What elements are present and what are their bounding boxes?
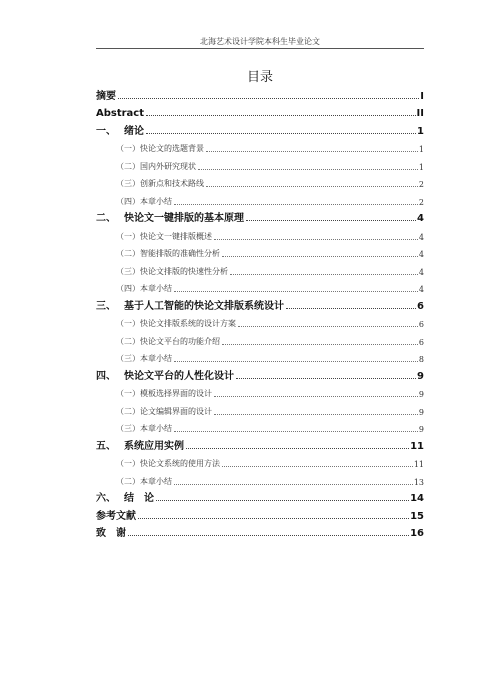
toc-leader-dots <box>198 169 418 170</box>
toc-entry-label: （三）创新点和技术路线 <box>116 179 204 188</box>
toc-entry-page: 1 <box>417 125 424 137</box>
toc-entry-page: 2 <box>418 180 424 189</box>
toc-leader-dots <box>230 274 418 275</box>
toc-entry-page: II <box>416 108 424 119</box>
toc-entry-page: 6 <box>418 337 424 347</box>
toc-entry-label: 系统应用实例 <box>124 440 184 452</box>
toc-leader-dots <box>238 326 418 327</box>
toc-entry-label: （三）快论文排版的快速性分析 <box>116 266 228 276</box>
toc-section-entry[interactable] <box>96 382 424 400</box>
toc-entry-page: I <box>420 90 424 102</box>
toc-leader-dots <box>214 396 418 397</box>
toc-section-entry[interactable] <box>96 399 424 417</box>
toc-chapter-entry[interactable] <box>96 522 424 540</box>
toc-entry-page: 6 <box>417 300 424 312</box>
toc-leader-dots <box>174 361 418 362</box>
toc-leader-dots <box>174 204 418 205</box>
toc-entry-label: 绪论 <box>124 125 144 137</box>
table-of-contents <box>96 84 424 539</box>
toc-leader-dots <box>236 378 416 379</box>
toc-leader-dots <box>206 151 418 152</box>
toc-chapter-entry[interactable] <box>96 504 424 522</box>
toc-leader-dots <box>206 186 418 187</box>
toc-leader-dots <box>286 308 416 309</box>
toc-entry-page: 1 <box>418 162 424 172</box>
toc-entry-label: （三）本章小结 <box>116 424 172 433</box>
toc-entry-page: 11 <box>410 440 424 452</box>
toc-leader-dots <box>214 414 418 415</box>
toc-leader-dots <box>146 133 416 134</box>
toc-leader-dots <box>174 291 418 292</box>
toc-section-entry[interactable] <box>96 154 424 172</box>
toc-section-entry[interactable] <box>96 329 424 347</box>
toc-entry-page: 4 <box>417 213 424 224</box>
toc-section-entry[interactable] <box>96 189 424 207</box>
toc-entry-label: （四）本章小结 <box>116 284 172 293</box>
toc-chapter-entry[interactable] <box>96 364 424 382</box>
toc-section-entry[interactable] <box>96 469 424 487</box>
toc-entry-label: 基于人工智能的快论文排版系统设计 <box>124 300 284 312</box>
toc-chapter-entry[interactable] <box>96 207 424 225</box>
toc-entry-number: 二、 <box>96 213 116 224</box>
toc-title: 目录 <box>246 70 273 85</box>
toc-section-entry[interactable] <box>96 347 424 365</box>
toc-leader-dots <box>214 239 418 240</box>
toc-leader-dots <box>156 500 409 501</box>
toc-entry-label: （二）国内外研究现状 <box>116 161 196 171</box>
toc-entry-label: （一）快论文系统的使用方法 <box>116 459 220 468</box>
toc-section-entry[interactable] <box>96 277 424 295</box>
toc-leader-dots <box>246 220 416 221</box>
toc-entry-label: 摘要 <box>96 90 116 102</box>
toc-entry-page: 11 <box>413 460 424 469</box>
header-rule <box>96 48 424 49</box>
toc-leader-dots <box>118 98 419 99</box>
toc-chapter-entry[interactable] <box>96 119 424 137</box>
toc-section-entry[interactable] <box>96 172 424 190</box>
toc-entry-page: 8 <box>418 355 424 364</box>
toc-entry-label: 致 谢 <box>96 528 126 539</box>
toc-entry-number: 五、 <box>96 440 116 452</box>
toc-entry-page: 2 <box>418 197 424 207</box>
toc-entry-page: 6 <box>418 320 424 329</box>
toc-entry-number: 六、 <box>96 493 116 504</box>
toc-chapter-entry[interactable] <box>96 84 424 102</box>
toc-entry-page: 16 <box>410 528 424 539</box>
toc-section-entry[interactable] <box>96 259 424 277</box>
toc-entry-label: （三）本章小结 <box>116 354 172 363</box>
toc-leader-dots <box>174 431 418 432</box>
toc-section-entry[interactable] <box>96 452 424 470</box>
toc-entry-page: 9 <box>417 370 424 382</box>
running-header: 北海艺术设计学院本科生毕业论文 <box>200 37 320 46</box>
toc-entry-page: 9 <box>418 425 424 434</box>
toc-entry-label: （一）快论文一键排版概述 <box>116 231 212 241</box>
toc-entry-page: 4 <box>418 232 424 242</box>
toc-section-entry[interactable] <box>96 417 424 435</box>
toc-leader-dots <box>186 448 409 449</box>
toc-entry-number: 三、 <box>96 300 116 312</box>
toc-entry-label: （一）快论文的选题背景 <box>116 144 204 153</box>
toc-entry-page: 9 <box>418 390 424 399</box>
toc-entry-label: （一）快论文排版系统的设计方案 <box>116 319 236 328</box>
toc-entry-page: 9 <box>418 407 424 417</box>
toc-section-entry[interactable] <box>96 242 424 260</box>
toc-section-entry[interactable] <box>96 137 424 155</box>
toc-entry-label: 结 论 <box>124 493 154 504</box>
toc-leader-dots <box>222 256 418 257</box>
toc-entry-label: （二）论文编辑界面的设计 <box>116 406 212 416</box>
toc-entry-number: 一、 <box>96 125 116 137</box>
toc-leader-dots <box>222 466 413 467</box>
toc-entry-label: 快论文一键排版的基本原理 <box>124 213 244 224</box>
toc-entry-page: 13 <box>413 477 424 487</box>
toc-entry-number: 四、 <box>96 370 116 382</box>
toc-section-entry[interactable] <box>96 224 424 242</box>
toc-leader-dots <box>138 518 409 519</box>
toc-entry-label: （二）本章小结 <box>116 476 172 486</box>
toc-entry-page: 4 <box>418 250 424 259</box>
toc-chapter-entry[interactable] <box>96 434 424 452</box>
toc-entry-page: 15 <box>410 510 424 522</box>
toc-entry-page: 1 <box>418 145 424 154</box>
toc-entry-page: 14 <box>410 493 424 504</box>
toc-entry-page: 4 <box>418 267 424 277</box>
toc-entry-label: 参考文献 <box>96 510 136 522</box>
toc-entry-page: 4 <box>418 285 424 294</box>
toc-leader-dots <box>174 484 413 485</box>
toc-chapter-entry[interactable] <box>96 102 424 120</box>
toc-leader-dots <box>222 344 418 345</box>
toc-chapter-entry[interactable] <box>96 487 424 505</box>
toc-entry-label: （一）模板选择界面的设计 <box>116 389 212 398</box>
toc-chapter-entry[interactable] <box>96 294 424 312</box>
toc-entry-label: （四）本章小结 <box>116 196 172 206</box>
toc-entry-label: （二）快论文平台的功能介绍 <box>116 336 220 346</box>
toc-entry-label: 快论文平台的人性化设计 <box>124 370 234 382</box>
toc-entry-label: （二）智能排版的准确性分析 <box>116 249 220 258</box>
toc-section-entry[interactable] <box>96 312 424 330</box>
toc-entry-label: Abstract <box>96 108 145 119</box>
toc-leader-dots <box>146 115 416 116</box>
toc-leader-dots <box>128 535 409 536</box>
